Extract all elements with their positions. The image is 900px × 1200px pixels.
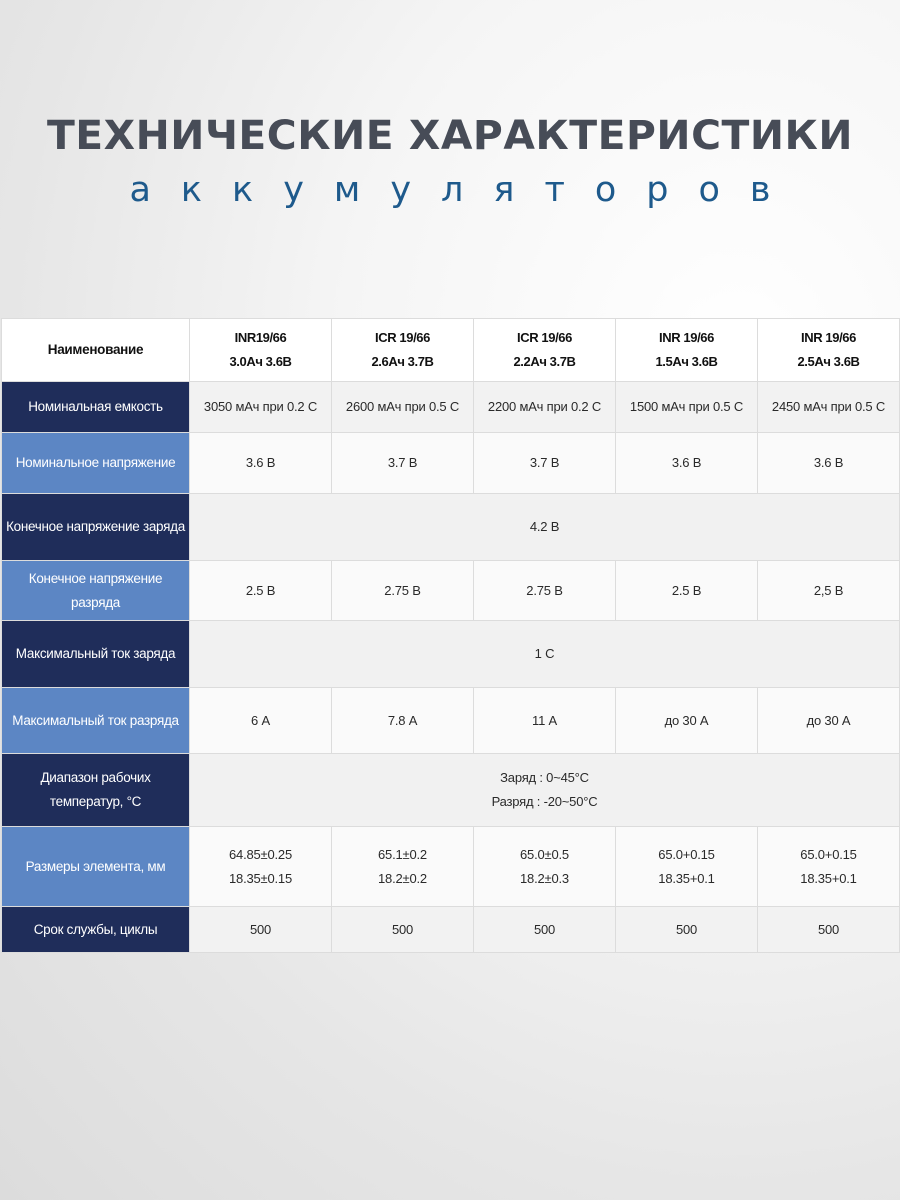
table-cell: 65.0+0.15 18.35+0.1 xyxy=(616,827,758,907)
page-subtitle: аккумуляторов xyxy=(129,170,801,210)
merged-cell: Заряд : 0~45°С Разряд : -20~50°С xyxy=(190,754,900,827)
merged-cell: 4.2 В xyxy=(190,494,900,561)
table-cell: 65.1±0.2 18.2±0.2 xyxy=(332,827,474,907)
table-cell: 6 А xyxy=(190,688,332,754)
model-header: INR19/66 3.0Ач 3.6В xyxy=(190,319,332,382)
table-cell: до 30 А xyxy=(758,688,900,754)
row-label-max-charge-current: Максимальный ток заряда xyxy=(2,621,190,688)
specifications-table xyxy=(1,318,900,953)
table-row xyxy=(2,754,900,827)
merged-cell: 1 С xyxy=(190,621,900,688)
table-cell: 11 А xyxy=(474,688,616,754)
table-cell: 64.85±0.25 18.35±0.15 xyxy=(190,827,332,907)
row-label-temperature: Диапазон рабочих температур, °С xyxy=(2,754,190,827)
table-cell: 500 xyxy=(474,907,616,953)
table-cell: 500 xyxy=(332,907,474,953)
table-cell: 3050 мАч при 0.2 С xyxy=(190,382,332,433)
page-title: ТЕХНИЧЕСКИЕ ХАРАКТЕРИСТИКИ xyxy=(46,113,854,159)
table-row xyxy=(2,621,900,688)
table-cell: 2450 мАч при 0.5 С xyxy=(758,382,900,433)
model-header: INR 19/66 1.5Ач 3.6В xyxy=(616,319,758,382)
header-label: Наименование xyxy=(2,319,190,382)
table-cell: 3.6 В xyxy=(190,433,332,494)
table-row xyxy=(2,907,900,953)
table-cell: 2.75 В xyxy=(332,561,474,621)
table-row xyxy=(2,827,900,907)
row-label-dimensions: Размеры элемента, мм xyxy=(2,827,190,907)
model-header: ICR 19/66 2.6Ач 3.7В xyxy=(332,319,474,382)
table-cell: 2,5 В xyxy=(758,561,900,621)
table-cell: 3.6 В xyxy=(758,433,900,494)
row-label-discharge-voltage: Конечное напряжение разряда xyxy=(2,561,190,621)
table-row xyxy=(2,382,900,433)
row-label-charge-voltage: Конечное напряжение заряда xyxy=(2,494,190,561)
table-cell: 3.7 В xyxy=(332,433,474,494)
table-row xyxy=(2,561,900,621)
model-header: INR 19/66 2.5Ач 3.6В xyxy=(758,319,900,382)
table-cell: 65.0+0.15 18.35+0.1 xyxy=(758,827,900,907)
table-cell: 500 xyxy=(758,907,900,953)
table-cell: 65.0±0.5 18.2±0.3 xyxy=(474,827,616,907)
table-row xyxy=(2,494,900,561)
table-cell: 2200 мАч при 0.2 С xyxy=(474,382,616,433)
table-cell: 2.75 В xyxy=(474,561,616,621)
table-cell: 2.5 В xyxy=(190,561,332,621)
table-cell: 2600 мАч при 0.5 С xyxy=(332,382,474,433)
table-cell: 3.7 В xyxy=(474,433,616,494)
row-label-nominal-voltage: Номинальное напряжение xyxy=(2,433,190,494)
page-heading xyxy=(0,112,900,212)
table-cell: 1500 мАч при 0.5 С xyxy=(616,382,758,433)
row-label-capacity: Номинальная емкость xyxy=(2,382,190,433)
row-label-lifetime: Срок службы, циклы xyxy=(2,907,190,953)
table-header-row xyxy=(2,319,900,382)
table-cell: 7.8 А xyxy=(332,688,474,754)
row-label-max-discharge-current: Максимальный ток разряда xyxy=(2,688,190,754)
table-row xyxy=(2,688,900,754)
table-cell: 3.6 В xyxy=(616,433,758,494)
table-cell: 2.5 В xyxy=(616,561,758,621)
table-cell: 500 xyxy=(190,907,332,953)
table-cell: 500 xyxy=(616,907,758,953)
model-header: ICR 19/66 2.2Ач 3.7В xyxy=(474,319,616,382)
table-cell: до 30 А xyxy=(616,688,758,754)
table-row xyxy=(2,433,900,494)
